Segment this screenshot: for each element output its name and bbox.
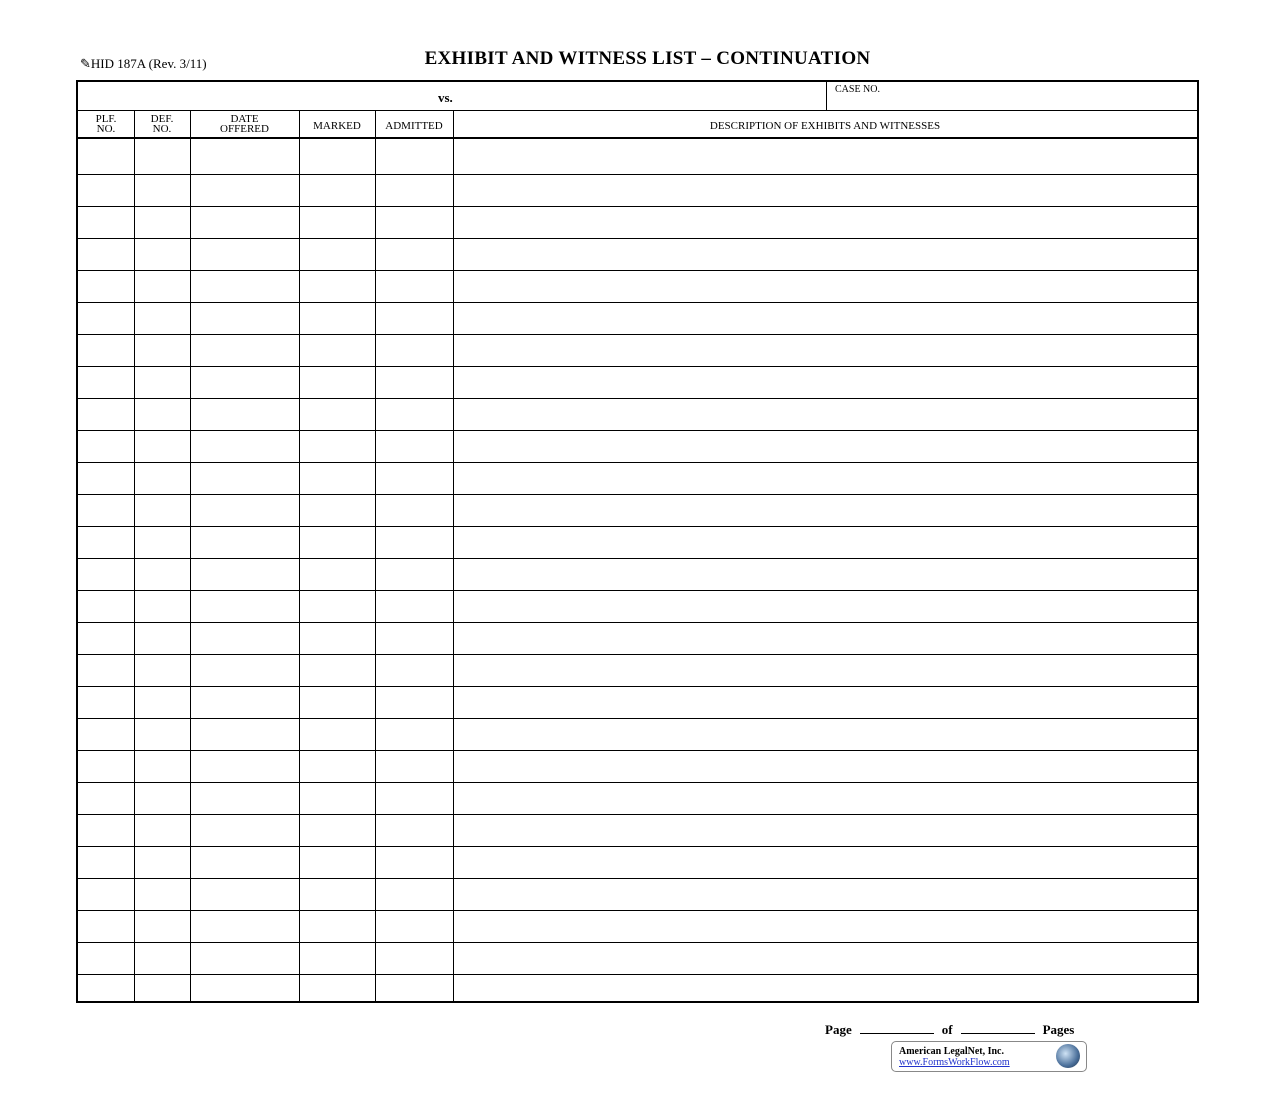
table-cell[interactable] — [190, 206, 299, 238]
table-row — [78, 846, 1197, 878]
table-cell[interactable] — [375, 974, 453, 1006]
table-cell[interactable] — [78, 590, 134, 622]
table-cell[interactable] — [134, 750, 190, 782]
column-header: DEF. NO. — [150, 113, 174, 135]
table-cell[interactable] — [190, 526, 299, 558]
table-cell[interactable] — [190, 686, 299, 718]
table-row — [78, 590, 1197, 622]
table-cell[interactable] — [299, 462, 375, 494]
table-cell[interactable] — [78, 750, 134, 782]
table-cell[interactable] — [134, 974, 190, 1006]
table-cell[interactable] — [134, 782, 190, 814]
table-cell[interactable] — [299, 526, 375, 558]
table-row — [78, 526, 1197, 558]
table-cell[interactable] — [375, 334, 453, 366]
company-link[interactable]: www.FormsWorkFlow.com — [899, 1057, 1010, 1068]
table-cell[interactable] — [299, 302, 375, 334]
table-cell[interactable] — [134, 238, 190, 270]
table-cell[interactable] — [453, 750, 1197, 782]
table-cell[interactable] — [190, 878, 299, 910]
table-cell[interactable] — [453, 398, 1197, 430]
table-cell[interactable] — [299, 718, 375, 750]
page-count — [825, 1022, 1074, 1038]
table-cell[interactable] — [78, 238, 134, 270]
table-cell[interactable] — [299, 174, 375, 206]
table-cell[interactable] — [299, 270, 375, 302]
table-row — [78, 430, 1197, 462]
table-cell[interactable] — [190, 942, 299, 974]
table-cell[interactable] — [299, 814, 375, 846]
table-cell[interactable] — [190, 366, 299, 398]
table-row — [78, 942, 1197, 974]
table-cell[interactable] — [299, 206, 375, 238]
table-row — [78, 366, 1197, 398]
table-row — [78, 462, 1197, 494]
table-row — [78, 398, 1197, 430]
divider — [78, 110, 1197, 111]
table-cell[interactable] — [190, 302, 299, 334]
of-label: of — [941, 1022, 953, 1037]
table-cell[interactable] — [299, 558, 375, 590]
table-cell[interactable] — [78, 878, 134, 910]
table-cell[interactable] — [190, 270, 299, 302]
table-cell[interactable] — [78, 814, 134, 846]
table-cell[interactable] — [78, 526, 134, 558]
table-row — [78, 878, 1197, 910]
table-cell[interactable] — [375, 462, 453, 494]
table-cell[interactable] — [453, 526, 1197, 558]
table-cell[interactable] — [134, 910, 190, 942]
table-cell[interactable] — [78, 846, 134, 878]
table-cell[interactable] — [134, 398, 190, 430]
table-cell[interactable] — [190, 750, 299, 782]
exhibit-table — [76, 80, 1199, 1003]
table-cell[interactable] — [375, 750, 453, 782]
table-cell[interactable] — [299, 430, 375, 462]
table-cell[interactable] — [299, 590, 375, 622]
table-cell[interactable] — [299, 238, 375, 270]
total-pages-field[interactable] — [961, 1023, 1035, 1034]
table-row — [78, 622, 1197, 654]
table-row — [78, 750, 1197, 782]
column-header: MARKED — [313, 120, 361, 132]
table-row — [78, 334, 1197, 366]
divider — [826, 82, 827, 111]
table-cell[interactable] — [375, 910, 453, 942]
table-cell[interactable] — [78, 622, 134, 654]
table-cell[interactable] — [299, 750, 375, 782]
table-cell[interactable] — [190, 590, 299, 622]
table-row — [78, 238, 1197, 270]
table-cell[interactable] — [375, 302, 453, 334]
table-cell[interactable] — [134, 139, 190, 174]
table-row — [78, 910, 1197, 942]
table-cell[interactable] — [453, 302, 1197, 334]
table-cell[interactable] — [190, 974, 299, 1006]
table-cell[interactable] — [453, 270, 1197, 302]
column-header: DESCRIPTION OF EXHIBITS AND WITNESSES — [709, 120, 941, 132]
table-cell[interactable] — [299, 622, 375, 654]
company-name: American LegalNet, Inc. — [899, 1046, 1004, 1057]
table-row — [78, 974, 1197, 1006]
table-cell[interactable] — [299, 942, 375, 974]
table-cell[interactable] — [453, 139, 1197, 174]
table-cell[interactable] — [375, 494, 453, 526]
form-number: ✎HID 187A (Rev. 3/11) — [80, 56, 207, 71]
table-cell[interactable] — [299, 686, 375, 718]
table-cell[interactable] — [375, 526, 453, 558]
table-cell[interactable] — [134, 366, 190, 398]
table-cell[interactable] — [375, 174, 453, 206]
table-cell[interactable] — [134, 686, 190, 718]
table-cell[interactable] — [78, 718, 134, 750]
table-cell[interactable] — [134, 942, 190, 974]
table-cell[interactable] — [134, 590, 190, 622]
table-cell[interactable] — [453, 174, 1197, 206]
table-row — [78, 494, 1197, 526]
table-cell[interactable] — [134, 878, 190, 910]
table-cell[interactable] — [299, 334, 375, 366]
table-cell[interactable] — [375, 398, 453, 430]
table-cell[interactable] — [134, 494, 190, 526]
table-cell[interactable] — [375, 878, 453, 910]
table-cell[interactable] — [190, 718, 299, 750]
column-header: PLF. NO. — [95, 113, 117, 135]
table-cell[interactable] — [453, 878, 1197, 910]
table-cell[interactable] — [375, 942, 453, 974]
table-cell[interactable] — [453, 462, 1197, 494]
table-cell[interactable] — [134, 526, 190, 558]
table-cell[interactable] — [190, 654, 299, 686]
table-cell[interactable] — [453, 718, 1197, 750]
table-cell[interactable] — [453, 558, 1197, 590]
table-cell[interactable] — [375, 270, 453, 302]
table-cell[interactable] — [190, 238, 299, 270]
table-row — [78, 558, 1197, 590]
table-cell[interactable] — [299, 366, 375, 398]
table-row — [78, 174, 1197, 206]
page-label: Page — [825, 1022, 852, 1037]
vs-label: vs. — [438, 90, 453, 105]
table-cell[interactable] — [375, 622, 453, 654]
table-row — [78, 270, 1197, 302]
table-cell[interactable] — [190, 174, 299, 206]
table-cell[interactable] — [375, 238, 453, 270]
table-cell[interactable] — [299, 139, 375, 174]
table-cell[interactable] — [375, 718, 453, 750]
table-cell[interactable] — [375, 139, 453, 174]
table-cell[interactable] — [190, 814, 299, 846]
table-row — [78, 686, 1197, 718]
table-cell[interactable] — [134, 718, 190, 750]
pages-label: Pages — [1042, 1022, 1075, 1037]
table-cell[interactable] — [190, 430, 299, 462]
table-cell[interactable] — [190, 462, 299, 494]
table-row — [78, 139, 1197, 174]
table-cell[interactable] — [375, 814, 453, 846]
table-cell[interactable] — [78, 558, 134, 590]
case-no-label: CASE NO. — [835, 84, 881, 95]
table-cell[interactable] — [453, 494, 1197, 526]
table-cell[interactable] — [78, 782, 134, 814]
table-cell[interactable] — [375, 558, 453, 590]
table-cell[interactable] — [78, 270, 134, 302]
table-cell[interactable] — [78, 654, 134, 686]
table-cell[interactable] — [78, 334, 134, 366]
table-cell[interactable] — [78, 910, 134, 942]
table-cell[interactable] — [78, 974, 134, 1006]
table-cell[interactable] — [78, 366, 134, 398]
table-cell[interactable] — [299, 782, 375, 814]
table-cell[interactable] — [453, 846, 1197, 878]
table-cell[interactable] — [78, 430, 134, 462]
table-cell[interactable] — [134, 430, 190, 462]
table-cell[interactable] — [453, 942, 1197, 974]
table-cell[interactable] — [134, 654, 190, 686]
table-cell[interactable] — [453, 814, 1197, 846]
table-cell[interactable] — [375, 430, 453, 462]
table-cell[interactable] — [453, 206, 1197, 238]
table-cell[interactable] — [134, 174, 190, 206]
table-cell[interactable] — [453, 590, 1197, 622]
table-row — [78, 782, 1197, 814]
page-number-field[interactable] — [860, 1023, 934, 1034]
table-cell[interactable] — [453, 974, 1197, 1006]
table-cell[interactable] — [190, 398, 299, 430]
page-title: EXHIBIT AND WITNESS LIST – CONTINUATION — [424, 48, 871, 69]
table-cell[interactable] — [299, 974, 375, 1006]
table-cell[interactable] — [375, 654, 453, 686]
table-cell[interactable] — [134, 846, 190, 878]
table-cell[interactable] — [78, 398, 134, 430]
table-cell[interactable] — [134, 558, 190, 590]
table-cell[interactable] — [190, 846, 299, 878]
table-cell[interactable] — [78, 206, 134, 238]
table-cell[interactable] — [299, 398, 375, 430]
table-row — [78, 718, 1197, 750]
table-cell[interactable] — [134, 334, 190, 366]
table-cell[interactable] — [134, 270, 190, 302]
table-cell[interactable] — [299, 878, 375, 910]
table-cell[interactable] — [453, 654, 1197, 686]
table-cell[interactable] — [78, 174, 134, 206]
table-cell[interactable] — [134, 622, 190, 654]
table-cell[interactable] — [134, 814, 190, 846]
table-cell[interactable] — [453, 366, 1197, 398]
table-cell[interactable] — [134, 302, 190, 334]
table-cell[interactable] — [190, 558, 299, 590]
table-cell[interactable] — [78, 462, 134, 494]
table-cell[interactable] — [134, 206, 190, 238]
table-cell[interactable] — [299, 910, 375, 942]
table-cell[interactable] — [190, 494, 299, 526]
table-cell[interactable] — [453, 334, 1197, 366]
table-cell[interactable] — [78, 302, 134, 334]
table-cell[interactable] — [453, 782, 1197, 814]
table-cell[interactable] — [190, 334, 299, 366]
table-cell[interactable] — [78, 139, 134, 174]
table-cell[interactable] — [190, 910, 299, 942]
table-cell[interactable] — [78, 494, 134, 526]
table-cell[interactable] — [190, 782, 299, 814]
table-cell[interactable] — [299, 654, 375, 686]
column-header: ADMITTED — [385, 120, 443, 132]
publisher-badge — [891, 1041, 1087, 1072]
table-row — [78, 814, 1197, 846]
table-cell[interactable] — [375, 590, 453, 622]
table-cell[interactable] — [299, 494, 375, 526]
column-header: DATE OFFERED — [220, 113, 269, 135]
table-cell[interactable] — [453, 238, 1197, 270]
table-cell[interactable] — [453, 910, 1197, 942]
table-cell[interactable] — [375, 846, 453, 878]
table-cell[interactable] — [453, 622, 1197, 654]
globe-logo-icon — [1056, 1044, 1080, 1068]
table-cell[interactable] — [453, 686, 1197, 718]
table-cell[interactable] — [375, 206, 453, 238]
table-cell[interactable] — [375, 686, 453, 718]
table-cell[interactable] — [134, 462, 190, 494]
table-cell[interactable] — [190, 139, 299, 174]
table-cell[interactable] — [78, 942, 134, 974]
table-cell[interactable] — [375, 782, 453, 814]
table-cell[interactable] — [190, 622, 299, 654]
table-row — [78, 654, 1197, 686]
table-cell[interactable] — [375, 366, 453, 398]
table-row — [78, 206, 1197, 238]
table-cell[interactable] — [299, 846, 375, 878]
table-cell[interactable] — [453, 430, 1197, 462]
table-cell[interactable] — [78, 686, 134, 718]
table-row — [78, 302, 1197, 334]
